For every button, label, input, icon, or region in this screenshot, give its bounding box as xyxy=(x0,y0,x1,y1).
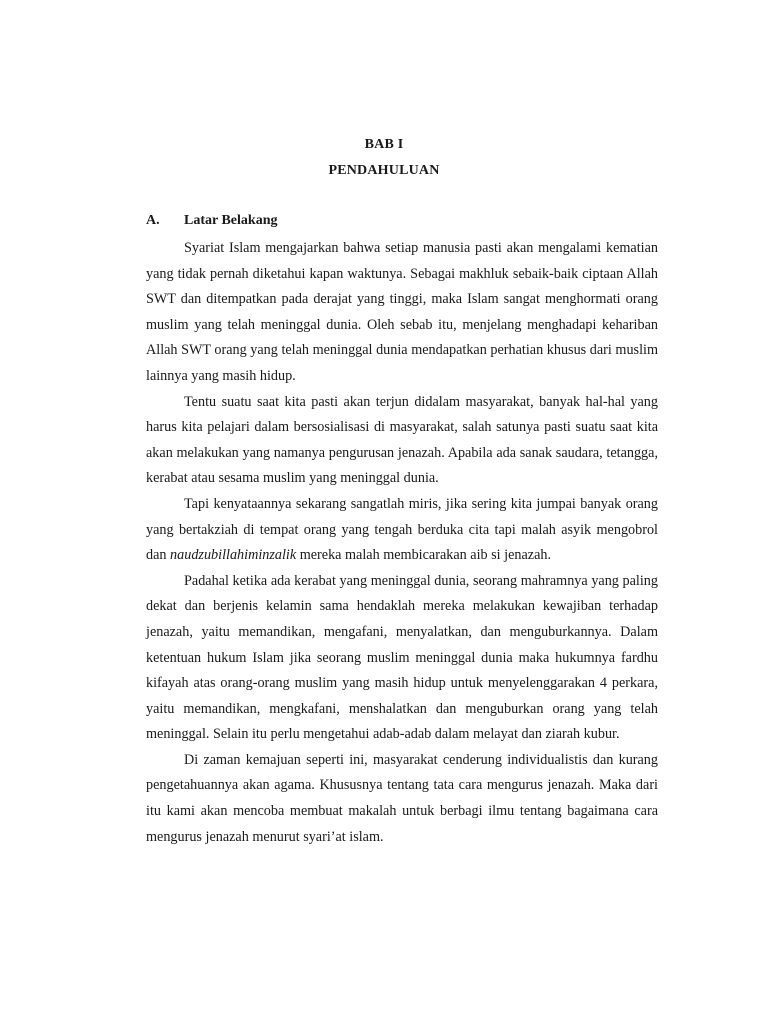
body-text xyxy=(146,236,658,850)
paragraph-5: Di zaman kemajuan seperti ini, masyarakat cenderung individualistis dan kurang pengetahuannya akan agama. Khususnya tentang tata cara mengurus jenazah. Maka dari itu kami akan mencoba membuat makalah untuk berbagi ilmu tentang bagaimana cara mengurus jenazah menurut syari’at islam. xyxy=(146,751,658,845)
paragraph-3-italic-term: naudzubillahiminzalik xyxy=(170,547,297,564)
section-number: A. xyxy=(146,213,160,228)
chapter-number: BAB I xyxy=(364,137,404,152)
paragraph-3-text-after: mereka malah membicarakan aib si jenazah. xyxy=(296,547,552,564)
chapter-title: PENDAHULUAN xyxy=(328,163,440,178)
section-title: Latar Belakang xyxy=(184,213,278,228)
paragraph-4: Padahal ketika ada kerabat yang meninggal dunia, seorang mahramnya yang paling dekat dan berjenis kelamin sama hendaklah mereka melakukan kewajiban terhadap jenazah, yaitu memandikan, mengafani, menyalatkan, dan menguburkannya. Dalam ketentuan hukum Islam jika seorang muslim meninggal dunia maka hukumnya fardhu kifayah atas orang-orang muslim yang masih hidup untuk menyelenggarakan 4 perkara, yaitu memandikan, mengkafani, menshalatkan dan menguburkan orang yang telah meninggal. Selain itu perlu mengetahui adab-adab dalam melayat dan ziarah kubur. xyxy=(146,572,658,743)
section-heading xyxy=(146,213,277,229)
paragraph-3-text-before: Tapi kenyataannya sekarang sangatlah miris, jika sering kita jumpai banyak orang yang bertakziah di tempat orang yang tengah berduka cita tapi malah asyik mengobrol dan xyxy=(146,495,658,564)
paragraph-2: Tentu suatu saat kita pasti akan terjun didalam masyarakat, banyak hal-hal yang harus kita pelajari dalam bersosialisasi di masyarakat, salah satunya pasti suatu saat kita akan melakukan yang namanya pengurusan jenazah. Apabila ada sanak saudara, tetangga, kerabat atau sesama muslim yang meninggal dunia. xyxy=(146,393,658,487)
paragraph-1: Syariat Islam mengajarkan bahwa setiap manusia pasti akan mengalami kematian yang tidak pernah diketahui kapan waktunya. Sebagai makhluk sebaik-baik ciptaan Allah SWT dan ditempatkan pada derajat yang tinggi, maka Islam sangat menghormati orang muslim yang telah meninggal dunia. Oleh sebab itu, menjelang menghadapi kehariban Allah SWT orang yang telah meninggal dunia mendapatkan perhatian khusus dari muslim lainnya yang masih hidup. xyxy=(146,240,658,384)
paragraph-3 xyxy=(146,492,658,569)
